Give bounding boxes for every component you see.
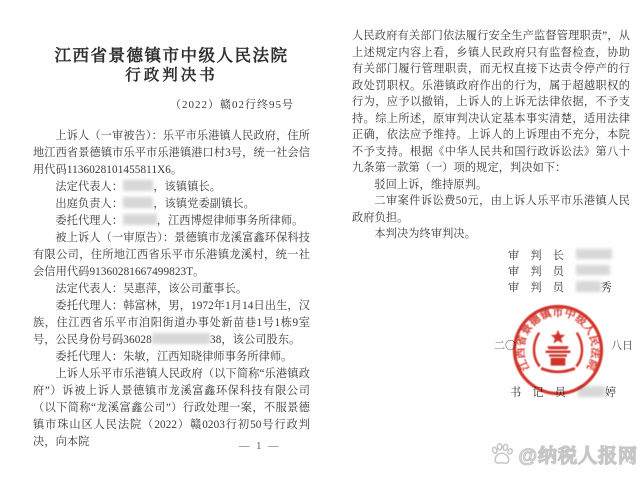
left-page — [33, 0, 310, 479]
paragraph: 委托代理人：朱敏，江西知晓律师事务所律师。 — [55, 351, 293, 363]
paragraph: 驳回上诉，维持原判。 — [374, 178, 488, 191]
redacted-text — [123, 180, 153, 191]
redacted-text — [576, 281, 601, 292]
right-page — [352, 0, 630, 479]
date-right-part: 八日 — [611, 340, 633, 352]
redacted-text — [123, 214, 157, 225]
judge-name — [576, 265, 616, 278]
watermark — [488, 441, 638, 468]
national-emblem-icon — [534, 330, 582, 372]
paw-icon — [488, 441, 515, 468]
paragraph: 法定代表人： ，该镇镇长。 — [55, 181, 222, 193]
redacted-text — [152, 333, 210, 344]
paragraph: 出庭负责人： ，该镇党委副镇长。 — [55, 198, 255, 210]
signature-block — [508, 247, 616, 295]
clerk-name: 婷 — [578, 384, 618, 400]
left-page-body — [33, 128, 310, 451]
paragraph: 上诉人乐平市乐港镇人民政府（以下简称“乐港镇政府”）诉被上诉人景德镇市龙溪富鑫环保科技有限公司（以下简称“龙溪富鑫公司”）行政处理一案，不服景德镇市珠山区人民法院（2022）赣0203行初50号行政判决，向本院 — [33, 368, 310, 448]
paragraph: 人民政府有关部门依法履行安全生产监督管理职责”，从上述规定内容上看，乡镇人民政府只有监督检查，协助有关部门履行管理职责，而无权直接下达责令停产的行政处罚职权。乐港镇政府作出的行为，属于超越职权的行为，应予以撤销，上诉人的上诉无法律依据，不予支持。综上所述，原审判决认定基本事实清楚，适用法律正确，依法应予维持。上诉人的上诉理由不充分，本院不予支持。根据《中华人民共和国行政诉讼法》第八十九条第一款第（一）项的规定，判决如下： — [352, 30, 630, 174]
judge-label: 审 判 员 — [508, 266, 564, 278]
presiding-judge-row — [508, 247, 616, 263]
clerk-label: 书 记 员 — [510, 387, 566, 399]
paragraph: 委托代理人：韩富林，男，1972年1月14日出生，汉族，住江西省乐平市洎阳街道办事处新苗巷1号1栋9室号，公民身份号码36028 38，该公司股东。 — [33, 300, 310, 346]
case-number: （2022）赣02行终95号 — [170, 99, 294, 111]
judge-row-2 — [508, 279, 616, 295]
watermark-text: @纳税人报网 — [518, 446, 638, 467]
judge-row — [508, 263, 616, 279]
paragraph: 法定代表人：吴惠萍，该公司董事长。 — [55, 283, 248, 295]
paragraph: 上诉人（一审被告）：乐平市乐港镇人民政府，住所地江西省景德镇市乐平市乐港镇港口村3号，统一社会信用代码1136028101455811X6。 — [33, 130, 310, 176]
right-page-body — [352, 28, 630, 243]
date-left-part: 二〇 — [494, 340, 516, 352]
page-number: — 1 — — [239, 441, 281, 452]
document-type: 行政判决书 — [125, 67, 218, 84]
presiding-judge-label: 审 判 长 — [508, 250, 564, 262]
judge-name-2: 秀 — [576, 279, 616, 295]
court-seal-stamp — [511, 303, 605, 397]
judge-label-2: 审 判 员 — [508, 282, 564, 294]
paragraph: 二审案件诉讼费50元，由上诉人乐平市乐港镇人民政府负担。 — [352, 195, 630, 224]
paragraph: 本判决为终审判决。 — [374, 228, 476, 240]
redacted-text — [576, 249, 612, 260]
paragraph: 被上诉人（一审原告）：景德镇市龙溪富鑫环保科技有限公司，住所地江西省乐平市乐港镇龙溪村，统一社会信用代码91360281667499823T。 — [33, 232, 310, 278]
court-name: 江西省景德镇市中级人民法院 — [54, 46, 289, 65]
redacted-text — [576, 265, 610, 276]
redacted-text — [123, 197, 153, 208]
paragraph: 委托代理人： ，江西博煜律师事务所律师。 — [55, 215, 304, 227]
seal-ring-text: 江西省景德镇市中级人民法院 — [514, 306, 602, 373]
presiding-judge-name — [576, 249, 616, 262]
